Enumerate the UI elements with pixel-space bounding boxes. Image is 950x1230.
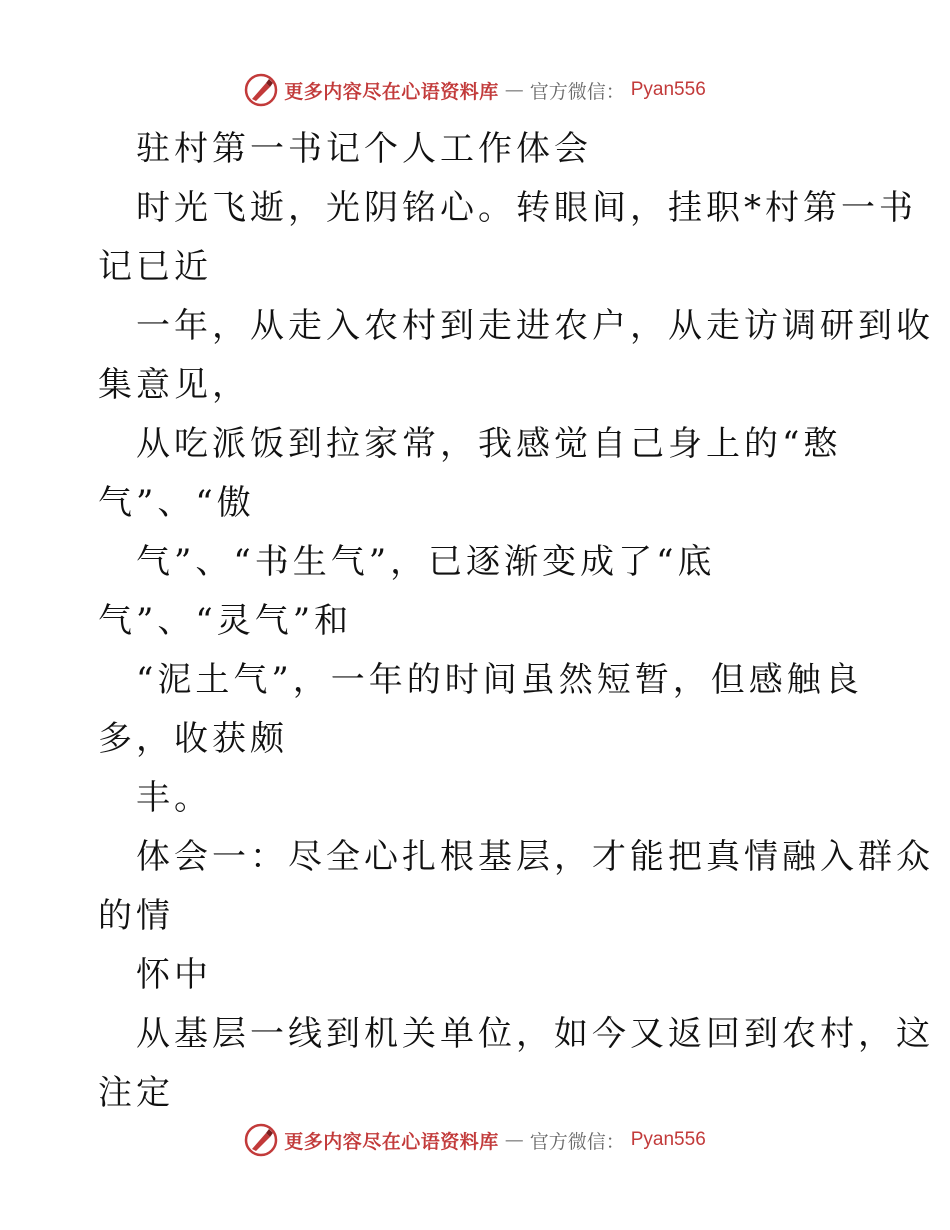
- watermark-brand-text: 更多内容尽在心语资料库: [284, 1130, 499, 1153]
- watermark-wechat-id: Pyan556: [630, 79, 706, 100]
- footer-watermark: [0, 1120, 950, 1160]
- text-line: 一年，从走入农村到走进农户，从走访调研到收: [136, 306, 934, 346]
- text-line: 从基层一线到机关单位，如今又返回到农村，这: [136, 1014, 934, 1054]
- text-line: 气”、“灵气”和: [98, 601, 353, 641]
- text-line: “泥土气”，一年的时间虽然短暂，但感触良: [136, 660, 863, 700]
- document-title: 驻村第一书记个人工作体会: [136, 129, 592, 169]
- text-line: 气”、“书生气”，已逐渐变成了“底: [136, 542, 716, 582]
- watermark-separator: —: [504, 1129, 524, 1151]
- section-heading: 体会一：尽全心扎根基层，才能把真情融入群众: [136, 837, 934, 877]
- text-line: 记已近: [98, 247, 212, 287]
- text-line: 多，收获颇: [98, 719, 288, 759]
- pen-logo-icon: [244, 73, 278, 107]
- text-line: 气”、“傲: [98, 483, 255, 523]
- header-watermark: [0, 70, 950, 110]
- text-line: 丰。: [136, 778, 212, 818]
- text-line: 时光飞逝，光阴铭心。转眼间，挂职*村第一书: [136, 188, 917, 228]
- watermark-label: 官方微信：: [529, 1130, 625, 1153]
- text-line: 注定: [98, 1073, 174, 1113]
- watermark-label: 官方微信：: [529, 80, 625, 103]
- watermark-brand-text: 更多内容尽在心语资料库: [284, 80, 499, 103]
- text-line: 的情: [98, 896, 174, 936]
- text-line: 集意见，: [98, 365, 250, 405]
- text-line: 怀中: [136, 955, 212, 995]
- text-line: 从吃派饭到拉家常，我感觉自己身上的“憨: [136, 424, 842, 464]
- pen-logo-icon: [244, 1123, 278, 1157]
- watermark-separator: —: [504, 79, 524, 101]
- document-body: [98, 120, 934, 1123]
- watermark-wechat-id: Pyan556: [630, 1129, 706, 1150]
